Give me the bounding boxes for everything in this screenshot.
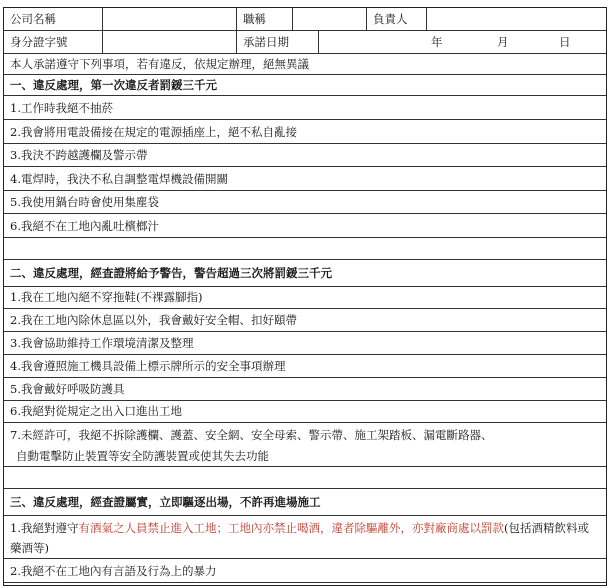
owner-value[interactable] (426, 8, 606, 30)
item1-prefix: 1.我絕對遵守 (10, 521, 79, 535)
section2-item: 3.我會協助維持工作環境清潔及整理 (4, 332, 606, 355)
title-label: 職稱 (236, 8, 292, 30)
section3-title: 三、違反處理，經查證屬實，立即驅逐出場，不許再進場施工 (4, 489, 606, 516)
section1-item: 6.我絕不在工地內亂吐檳榔汁 (4, 214, 606, 238)
year-label: 年 (431, 35, 443, 49)
section2-item: 4.我會遵照施工機具設備上標示牌所示的安全事項辦理 (4, 355, 606, 378)
header-row-1 (4, 8, 606, 31)
owner-label: 負責人 (366, 8, 426, 30)
item7-line1: 7.未經許可，我絕不拆除護欄、護蓋、安全網、安全母索、警示帶、施工架踏板、漏電斷路器、 (10, 428, 493, 442)
item1-red-text: 有酒氣之人員禁止進入工地；工地內亦禁止喝酒，違者除驅離外，亦對廠商處以罰款 (78, 521, 504, 535)
bottom-spacer (4, 583, 606, 587)
commitment-form (3, 7, 607, 586)
id-label: 身分證字號 (10, 35, 68, 49)
section1-item: 3.我決不跨越護欄及警示帶 (4, 144, 606, 167)
section2-item: 2.我在工地內除休息區以外，我會戴好安全帽、扣好頤帶 (4, 309, 606, 332)
header-row-2 (4, 31, 606, 54)
item1-suffix: (包括酒精飲料或藥酒等) (10, 521, 589, 555)
date-value[interactable] (318, 31, 606, 53)
section1-item: 5.我使用鍋台時會使用集塵袋 (4, 191, 606, 214)
section2-item: 1.我在工地內絕不穿拖鞋(不裸露腳指) (4, 287, 606, 309)
day-label: 日 (559, 35, 571, 49)
company-value[interactable] (102, 8, 236, 30)
section1-item: 1.工作時我絕不抽菸 (4, 96, 606, 120)
id-value[interactable] (102, 31, 236, 53)
intro-row: 本人承諾遵守下列事項，若有違反，依規定辦理，絕無異議 (4, 54, 606, 75)
section2-item-7 (4, 423, 606, 467)
section2-item: 5.我會戴好呼吸防護具 (4, 378, 606, 401)
section2-title: 二、違反處理，經查證將給予警告，警告超過三次將罰鍰三千元 (4, 260, 606, 287)
blank-row[interactable] (4, 467, 606, 489)
date-label: 承諾日期 (236, 31, 318, 53)
month-label: 月 (497, 35, 509, 49)
title-value[interactable] (292, 8, 366, 30)
section3-item-1 (4, 516, 606, 559)
blank-row[interactable] (4, 238, 606, 260)
section3-item-2: 2.我絕不在工地內有言語及行為上的暴力 (4, 559, 606, 583)
section1-title: 一、違反處理，第一次違反者罰鍰三千元 (4, 75, 606, 96)
section2-item: 6.我絕對從規定之出入口進出工地 (4, 401, 606, 423)
section1-item: 2.我會將用電設備接在規定的電源插座上，絕不私自亂接 (4, 120, 606, 144)
item7-line2: 自動電擊防止裝置等安全防護裝置或使其失去功能 (16, 449, 269, 463)
section1-item: 4.電焊時，我決不私自調整電焊機設備開關 (4, 167, 606, 191)
company-label: 公司名稱 (10, 12, 56, 26)
